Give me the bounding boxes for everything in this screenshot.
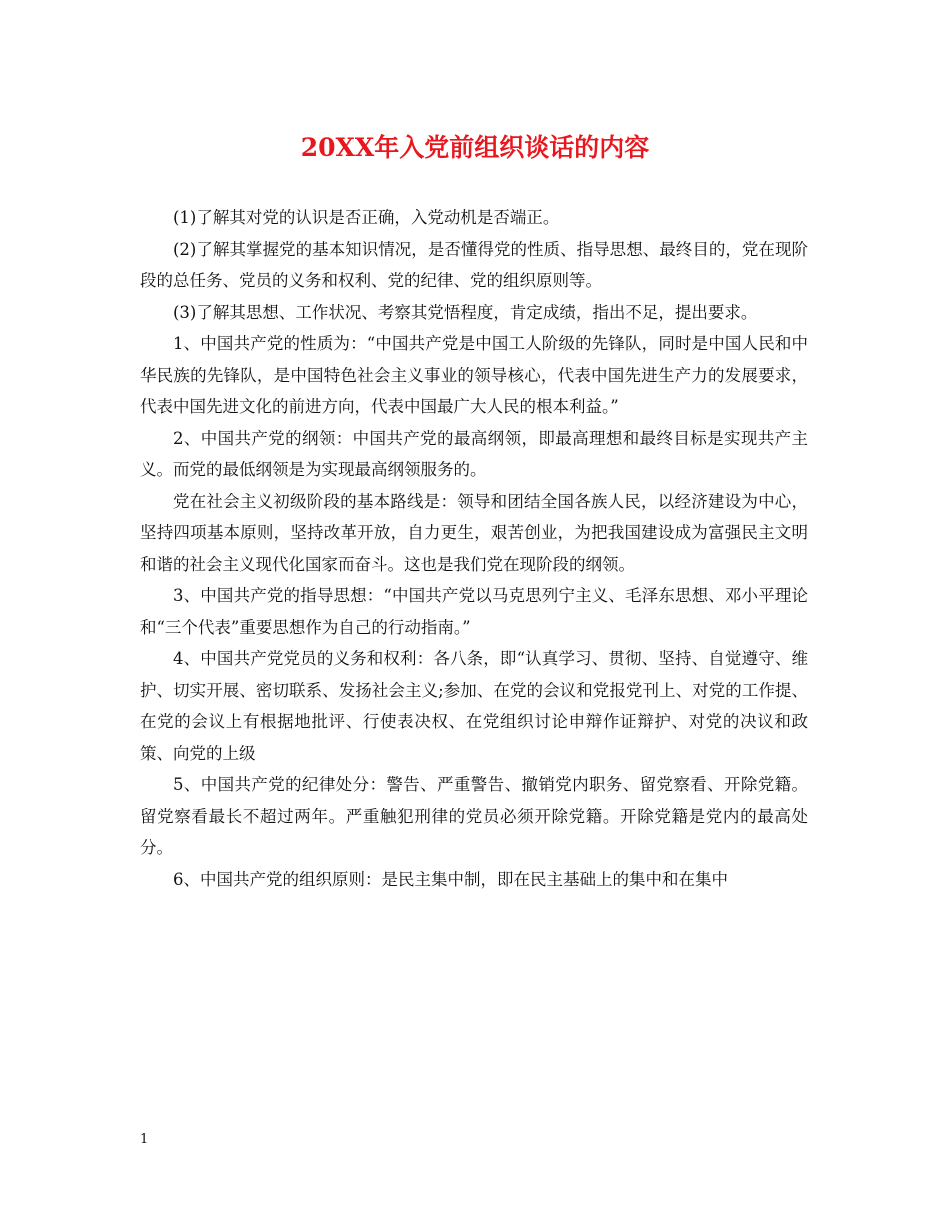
paragraph-3: (3)了解其思想、工作状况、考察其党悟程度，肯定成绩，指出不足，提出要求。: [173, 302, 758, 322]
paragraph-9: 5、中国共产党的纪律处分：警告、严重警告、撤销党内职务、留党察看、开除党籍。留党察看最长不超过两年。严重触犯刑律的党员必须开除党籍。开除党籍是党内的最高处分。: [140, 775, 808, 857]
paragraph-4: 1、中国共产党的性质为：“中国共产党是中国工人阶级的先锋队，同时是中国人民和中华民族的先锋队，是中国特色社会主义事业的领导核心，代表中国先进生产力的发展要求，代表中国先进文化的前进方向，代表中国最广大人民的根本利益。”: [140, 334, 808, 416]
document-title: 20XX年入党前组织谈话的内容: [300, 133, 650, 162]
paragraph-10: 6、中国共产党的组织原则：是民主集中制，即在民主基础上的集中和在集中: [173, 869, 728, 889]
paragraph-6: 党在社会主义初级阶段的基本路线是：领导和团结全国各族人民，以经济建设为中心，坚持四项基本原则，坚持改革开放，自力更生，艰苦创业，为把我国建设成为富强民主文明和谐的社会主义现代化国家而奋斗。这也是我们党在现阶段的纲领。: [140, 491, 808, 574]
paragraph-8: 4、中国共产党党员的义务和权利：各八条，即“认真学习、贯彻、坚持、自觉遵守、维护、切实开展、密切联系、发扬社会主义;参加、在党的会议和党报党刊上、对党的工作提、在党的会议上有根据地批评、行使表决权、在党组织讨论申辩作证辩护、对党的决议和政策、向党的上级: [140, 649, 808, 763]
paragraph-2: (2)了解其掌握党的基本知识情况，是否懂得党的性质、指导思想、最终目的，党在现阶段的总任务、党员的义务和权利、党的纪律、党的组织原则等。: [140, 239, 808, 290]
paragraph-1: (1)了解其对党的认识是否正确，入党动机是否端正。: [173, 208, 560, 227]
page-number: 1: [140, 1132, 149, 1147]
paragraph-7: 3、中国共产党的指导思想：“中国共产党以马克思列宁主义、毛泽东思想、邓小平理论和“三个代表”重要思想作为自己的行动指南。”: [140, 586, 808, 637]
document-body: [140, 202, 808, 895]
paragraph-5: 2、中国共产党的纲领：中国共产党的最高纲领，即最高理想和最终目标是实现共产主义。而党的最低纲领是为实现最高纲领服务的。: [140, 428, 808, 479]
